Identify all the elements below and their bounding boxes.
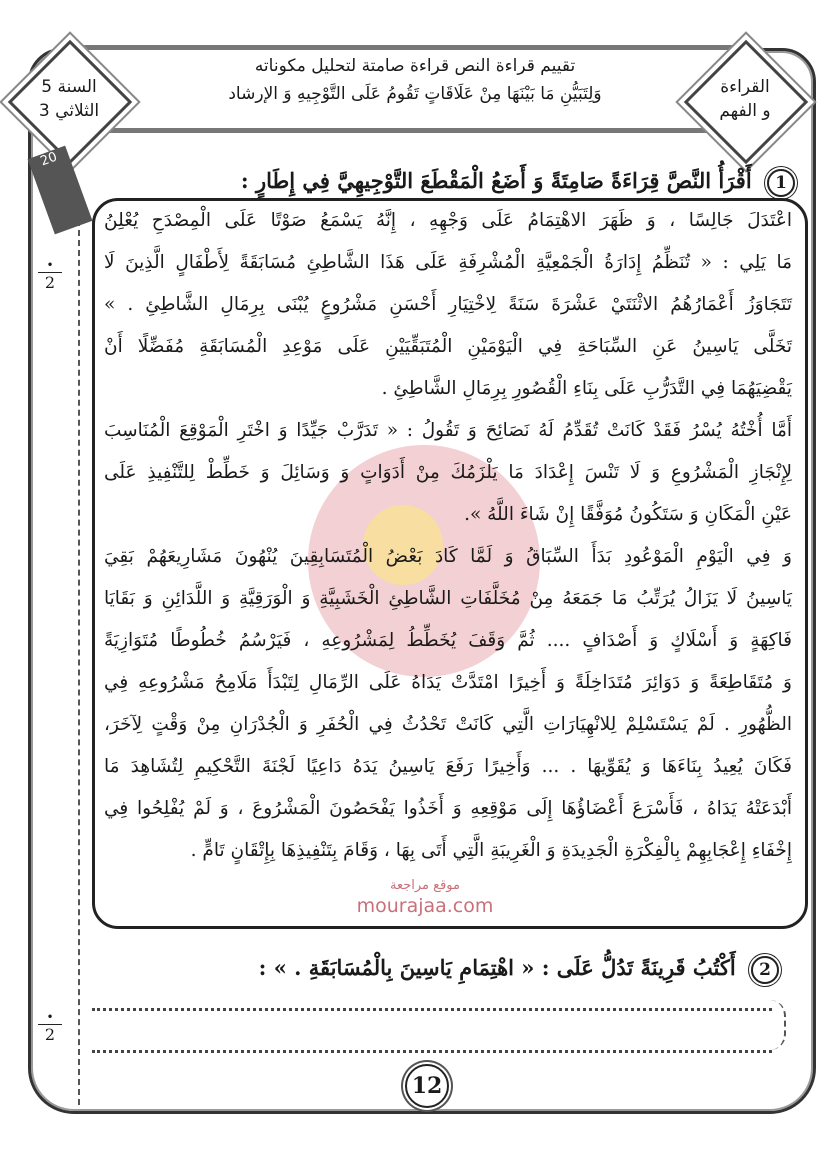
- header-title-line1: تقييم قراءة النص قراءة صامتة لتحليل مكوناته: [254, 56, 576, 76]
- page-number: 12: [405, 1064, 449, 1108]
- question-2: [259, 955, 779, 984]
- passage-line: وَ مُتَقَاطِعَةً وَ دَوَائِرَ مُتَدَاخِلَةً وَ أَخِيرًا امْتَدَّتْ يَدَاهُ عَلَى الرِّمَالِ لِتَبْدَأَ مَلَامِحُ مَشْرُوعِهِ فِي: [104, 672, 792, 693]
- passage-line: وَ فِي الْيَوْمِ الْمَوْعُودِ بَدَأَ السِّبَاقُ وَ لَمَّا كَادَ بَعْضُ الْمُتَسَابِقِينَ يُنْهُونَ مَشَارِيعَهُمْ بَقِيَ: [104, 546, 792, 567]
- passage-line: أَبْدَعَتْهُ يَدَاهُ ، فَأَسْرَعَ أَعْضَاؤُهَا إِلَى مَوْقِعِهِ وَ أَخَذُوا يَفْحَصُونَ الْمَشْرُوعَ ، وَ لَمْ يُفْلِحُوا فِي: [104, 798, 792, 819]
- passage-line: يَاسِينُ لَا يَزَالُ يُرَتِّبُ مَا جَمَعَهُ مِنْ مُخَلَّفَاتِ الشَّاطِئِ الْخَشَبِيَّةِ وَ الْوَرَقِيَّةِ وَ اللَّدَائِنِ وَ بَقَايَا: [104, 588, 792, 609]
- question-text: أَكْتُبُ قَرِينَةً تَدُلُّ عَلَى : « اهْتِمَامِ يَاسِينَ بِالْمُسَابَقَةِ . » :: [258, 955, 736, 980]
- subject-label: القراءة: [720, 77, 770, 97]
- answer-line-1[interactable]: [92, 1008, 772, 1011]
- passage-line: فَاكِهَةٍ وَ أَسْلَاكٍ وَ أَصْدَافٍ .... ثُمَّ وَقَفَ يُخَطِّطُ لِمَشْرُوعِهِ ، فَيَرْسُمُ خُطُوطًا مُتَوَازِيَةً: [104, 630, 792, 651]
- passage-line: تَخَلَّى يَاسِينُ عَنِ السِّبَاحَةِ فِي الْيَوْمَيْنِ الْمُتَبَقِّيَيْنِ عَلَى مَوْعِدِ الْمُسَابَقَةِ مُفَضِّلًا أَنْ: [104, 336, 792, 357]
- subject-label-2: و الفهم: [719, 101, 771, 121]
- term-label: الثلاثي 3: [38, 101, 100, 121]
- question-text: أَقْرَأُ النَّصَّ قِرَاءَةً صَامِتَةً وَ أَضَعُ الْمَقْطَعَ التَّوْجِيهِيَّ فِي إِطَارٍ :: [240, 168, 752, 193]
- grade-label: السنة 5: [41, 77, 97, 97]
- question-1: [241, 168, 795, 197]
- passage-line: أَمَّا أُخْتُهُ يُسْرُ فَقَدْ كَانَتْ تُقَدِّمُ لَهُ نَصَائِحَ وَ تَقُولُ : « تَدَرَّبْ جَيِّدًا وَ اخْتَرِ الْمَوْقِعَ الْمُنَاسِبَ: [104, 420, 792, 441]
- watermark-arabic: موقع مراجعة: [390, 878, 460, 893]
- right-badge: [700, 75, 790, 123]
- passage-line: إِخْفَاءِ إِعْجَابِهِمْ بِالْفِكْرَةِ الْجَدِيدَةِ وَ الْغَرِيبَةِ الَّتِي أَتَى بِهَا ، وَقَامَ بِتَنْفِيذِهَا بِإِتْقَانٍ تَامٍّ .: [190, 840, 792, 861]
- score-denominator: 2: [38, 272, 62, 293]
- passage-text: [104, 202, 792, 874]
- score-numerator: •: [46, 258, 54, 272]
- score-numerator: •: [46, 1010, 54, 1024]
- passage-line: لِإِنْجَازِ الْمَشْرُوعِ وَ لَا تَنْسَ إِعْدَادَ مَا يَلْزَمُكَ مِنْ أَدَوَاتٍ وَ وَسَائِلَ وَ خَطِّطْ لِلتَّنْفِيذِ عَلَى: [104, 462, 792, 483]
- margin-divider: [78, 200, 80, 1105]
- score-q2: [38, 1010, 62, 1045]
- passage-line: الظُّهُورِ . لَمْ يَسْتَسْلِمْ لِلانْهِيَارَاتِ الَّتِي كَانَتْ تَحْدُثُ فِي الْحُفَرِ وَ الْجُدْرَانِ مِنْ وَقْتٍ لِآخَرَ،: [104, 714, 792, 735]
- passage-line: اعْتَدَلَ جَالِسًا ، وَ ظَهَرَ الاهْتِمَامُ عَلَى وَجْهِهِ ، إِنَّهُ يَسْمَعُ صَوْتًا عَلَى الْمِصْدَحِ يُعْلِنُ: [104, 210, 792, 231]
- score-q1: [38, 258, 62, 293]
- question-number: 2: [751, 956, 779, 984]
- score-denominator: 2: [38, 1024, 62, 1045]
- passage-line: مَا يَلِي : « تُنَظِّمُ إِدَارَةُ الْجَمْعِيَّةِ الْمُشْرِفَةِ عَلَى هَذَا الشَّاطِئِ مُسَابَقَةً لِأَطْفَالٍ الَّذِينَ لَا: [104, 252, 792, 273]
- watermark-latin: mourajaa.com: [356, 895, 494, 917]
- answer-line-2[interactable]: [92, 1050, 772, 1053]
- header-title-line2: وَلِتَبَيُّنِ مَا بَيْنَهَا مِنْ عَلَاقَاتٍ تَقُومُ عَلَى التَّوْجِيهِ وَ الإرشاد: [228, 84, 602, 104]
- question-number: 1: [767, 169, 795, 197]
- passage-line: فَكَانَ يُعِيدُ بِنَاءَهَا وَ يُقَوِّيهَا . ... وَأَخِيرًا رَفَعَ يَاسِينُ يَدَهُ دَاعِيًا لَجْنَةَ التَّحْكِيمِ لِتُشَاهِدَ مَا: [104, 756, 792, 777]
- passage-line: يَقْضِيَهُمَا فِي التَّدَرُّبِ عَلَى بِنَاءِ الْقُصُورِ بِرِمَالِ الشَّاطِئِ .: [381, 378, 792, 399]
- passage-line: تَتَجَاوَزُ أَعْمَارُهُمُ الاثْنَتَيْ عَشْرَةَ سَنَةً لِاخْتِيَارِ أَحْسَنِ مَشْرُوعٍ يُبْنَى بِرِمَالِ الشَّاطِئِ . »: [104, 294, 792, 315]
- left-badge: [24, 75, 114, 123]
- passage-line: عَيْنِ الْمَكَانِ وَ سَتَكُونُ مُوَفَّقًا إِنْ شَاءَ اللَّهُ ».: [464, 504, 792, 525]
- stamp: 20: [28, 146, 93, 235]
